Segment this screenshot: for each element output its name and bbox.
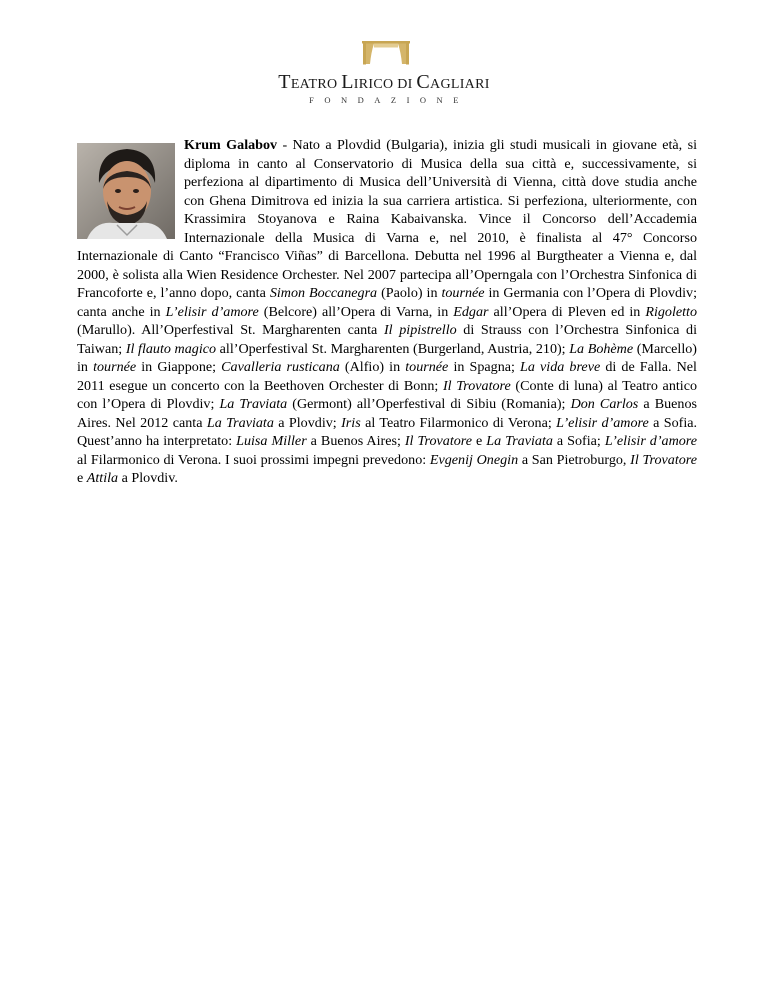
biography-paragraph: Krum Galabov - Nato a Plovdid (Bulgaria), inizia gli studi musicali in giovane età, si diploma in canto al Conservatorio di Musica della sua città e, successivamente, si perfeziona al dipartimento di Musica dell’Università di Vienna, città dove studia anche con Ghena Dimitrova ed inizia la sua carriera artistica. Si perfeziona, ulteriormente, con Krassimira Stoyanova e Raina Kabaivanska. Vince il Concorso dell’Accademia Internazionale della Musica di Varna e, nel 2010, è finalista al 47° Concorso Internazionale di Canto “Francisco Viñas” di Barcellona. Debutta nel 1996 al Burgtheater a Vienna e, dal 2000, è solista alla Wien Residence Orchester. Nel 2007 partecipa all’Operngala con l’Orchestra Sinfonica di Francoforte e, l’anno dopo, canta Simon Boccanegra (Paolo) in tournée in Germania con l’Opera di Plovdiv; canta anche in L’elisir d’amore (Belcore) all’Opera di Varna, in Edgar all’Opera di Pleven ed in Rigoletto (Marullo). All’Operfestival St. Margharenten canta Il pipistrello di Strauss con l’Orchestra Sinfonica di Taiwan; Il flauto magico all’Operfestival St. Margharenten (Burgerland, Austria, 210); La Bohème (Marcello) in tournée in Giappone; Cavalleria rusticana (Alfio) in tournée in Spagna; La vida breve di de Falla. Nel 2011 esegue un concerto con la Beethoven Orchester di Bonn; Il Trovatore (Conte di luna) al Teatro antico con l’Opera di Plovdiv; La Traviata (Germont) all’Operfestival di Sibiu (Romania); Don Carlos a Buenos Aires. Nel 2012 canta La Traviata a Plovdiv; Iris al Teatro Filarmonico di Verona; L’elisir d’amore a Sofia. Quest’anno ha interpretato: Luisa Miller a Buenos Aires; Il Trovatore e La Traviata a Sofia; L’elisir d’amore al Filarmonico di Verona. I suoi prossimi impegni prevedono: Evgenij Onegin a San Pietroburgo, Il Trovatore e Attila a Plovdiv.: [77, 137, 698, 486]
brand-title: TEATRO LIRICO DI CAGLIARI: [278, 71, 490, 93]
singer-name: Krum Galabov: [184, 137, 278, 153]
brand-subtitle: FONDAZIONE: [309, 95, 469, 105]
theatre-stage-icon: [362, 41, 410, 65]
singer-portrait: [77, 143, 175, 239]
